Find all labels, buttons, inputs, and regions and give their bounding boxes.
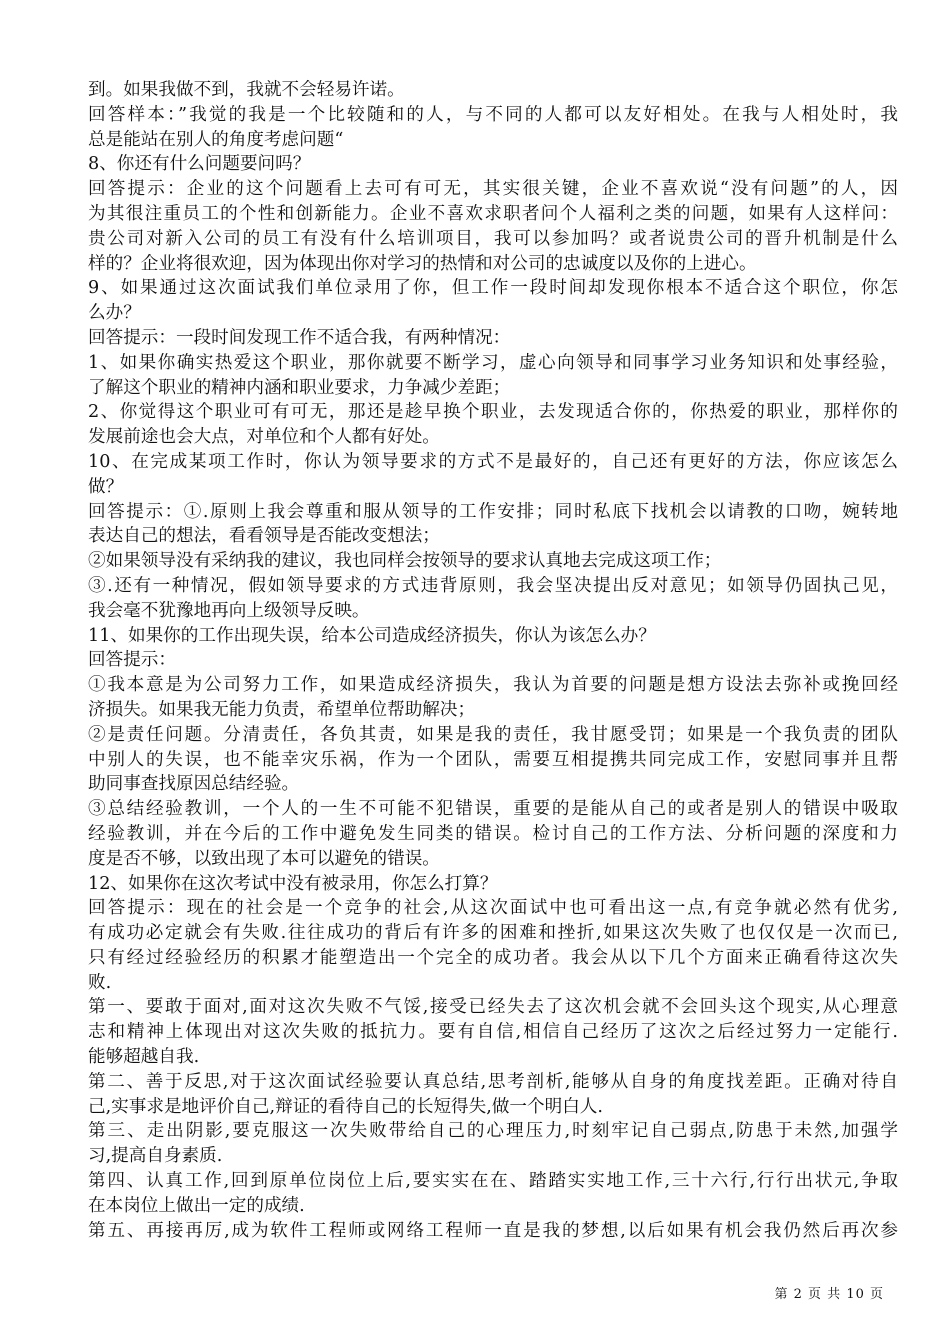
text-line: 么办？ <box>88 303 141 324</box>
text-line: 第四、认真工作,回到原单位岗位上后,要实实在在、踏踏实实地工作,三十六行,行行出状元,争取 <box>88 1171 898 1192</box>
text-line: 2、你觉得这个职业可有可无，那还是趁早换个职业，去发现适合你的，你热爱的职业，那样你的 <box>88 402 898 423</box>
text-line: 回答提示：现在的社会是一个竞争的社会,从这次面试中也可看出这一点,有竞争就必然有优劣, <box>88 898 898 919</box>
text-line: 10、在完成某项工作时，你认为领导要求的方式不是最好的，自己还有更好的方法，你应该怎么 <box>88 451 898 472</box>
text-line: 回答提示：一段时间发现工作不适合我，有两种情况： <box>88 327 511 348</box>
text-line: 有成功必定就会有失败.往往成功的背后有许多的困难和挫折,如果这次失败了也仅仅是一次而已, <box>88 923 898 944</box>
text-line: ③总结经验教训，一个人的一生不可能不犯错误，重要的是能从自己的或者是别人的错误中吸取 <box>88 799 898 820</box>
text-line: 为其很注重员工的个性和创新能力。企业不喜欢求职者问个人福利之类的问题，如果有人这样问： <box>88 203 898 224</box>
text-line: 第一、要敢于面对,面对这次失败不气馁,接受已经失去了这次机会就不会回头这个现实,从心理意 <box>88 997 898 1018</box>
text-line: 能够超越自我. <box>88 1047 200 1068</box>
text-line: ③.还有一种情况，假如领导要求的方式违背原则，我会坚决提出反对意见；如领导仍固执己见， <box>88 575 898 596</box>
text-line: 9、如果通过这次面试我们单位录用了你，但工作一段时间却发现你根本不适合这个职位，你怎 <box>88 278 898 299</box>
text-line: 济损失。如果我无能力负责，希望单位帮助解决； <box>88 699 476 720</box>
text-line: 了解这个职业的精神内涵和职业要求，力争减少差距； <box>88 377 511 398</box>
text-line: 回答提示： <box>88 650 176 671</box>
text-line: 败. <box>88 972 112 993</box>
text-line: 表达自己的想法，看看领导是否能改变想法； <box>88 526 440 547</box>
document-body <box>88 78 898 1243</box>
text-line: 己,实事求是地评价自己,辩证的看待自己的长短得失,做一个明白人. <box>88 1096 603 1117</box>
text-line: 回答提示：①.原则上我会尊重和服从领导的工作安排；同时私底下找机会以请教的口吻，婉转地 <box>88 501 898 522</box>
text-line: 回答提示：企业的这个问题看上去可有可无，其实很关键，企业不喜欢说“没有问题”的人，因 <box>88 179 898 200</box>
page-number: 第 2 页 共 10 页 <box>774 1287 884 1302</box>
text-line: ②是责任问题。分清责任，各负其责，如果是我的责任，我甘愿受罚；如果是一个我负责的团队 <box>88 724 898 745</box>
text-line: 回答样本：”我觉的我是一个比较随和的人，与不同的人都可以友好相处。在我与人相处时，我 <box>88 104 898 125</box>
text-line: 在本岗位上做出一定的成绩. <box>88 1195 305 1216</box>
text-line: 习,提高自身素质. <box>88 1146 223 1167</box>
text-line: 第二、善于反思,对于这次面试经验要认真总结,思考剖析,能够从自身的角度找差距。正确对待自 <box>88 1071 898 1092</box>
text-line: 12、如果你在这次考试中没有被录用，你怎么打算？ <box>88 873 498 894</box>
text-line: 第五、再接再厉,成为软件工程师或网络工程师一直是我的梦想,以后如果有机会我仍然后再次参 <box>88 1220 898 1241</box>
text-line: 经验教训，并在今后的工作中避免发生同类的错误。检讨自己的工作方法、分析问题的深度和力 <box>88 823 898 844</box>
text-line: 中别人的失误，也不能幸灾乐祸，作为一个团队，需要互相提携共同完成工作，安慰同事并且帮 <box>88 749 898 770</box>
text-line: 8、你还有什么问题要问吗？ <box>88 154 311 175</box>
text-line: 志和精神上体现出对这次失败的抵抗力。要有自信,相信自己经历了这次之后经过努力一定能行. <box>88 1022 898 1043</box>
text-line: ①我本意是为公司努力工作，如果造成经济损失，我认为首要的问题是想方设法去弥补或挽回经 <box>88 675 898 696</box>
text-line: 到。如果我做不到，我就不会轻易许诺。 <box>88 80 405 100</box>
text-line: ②如果领导没有采纳我的建议，我也同样会按领导的要求认真地去完成这项工作； <box>88 551 722 572</box>
text-line: 只有经过经验经历的积累才能塑造出一个完全的成功者。我会从以下几个方面来正确看待这次失 <box>88 947 898 968</box>
text-line: 贵公司对新入公司的员工有没有什么培训项目，我可以参加吗？或者说贵公司的晋升机制是什么 <box>88 228 898 249</box>
text-line: 我会毫不犹豫地再向上级领导反映。 <box>88 600 370 621</box>
text-line: 第三、走出阴影,要克服这一次失败带给自己的心理压力,时刻牢记自己弱点,防患于未然,加强学 <box>88 1121 898 1142</box>
text-line: 做？ <box>88 476 124 497</box>
text-line: 发展前途也会大点，对单位和个人都有好处。 <box>88 427 440 448</box>
text-line: 11、如果你的工作出现失误，给本公司造成经济损失，你认为该怎么办？ <box>88 625 656 646</box>
text-line: 度是否不够，以致出现了本可以避免的错误。 <box>88 848 440 869</box>
text-line: 总是能站在别人的角度考虑问题“ <box>88 129 344 150</box>
text-line: 样的？企业将很欢迎，因为体现出你对学习的热情和对公司的忠诚度以及你的上进心。 <box>88 253 757 274</box>
text-line: 助同事查找原因总结经验。 <box>88 774 300 795</box>
text-line: 1、如果你确实热爱这个职业，那你就要不断学习，虚心向领导和同事学习业务知识和处事经验， <box>88 352 898 373</box>
